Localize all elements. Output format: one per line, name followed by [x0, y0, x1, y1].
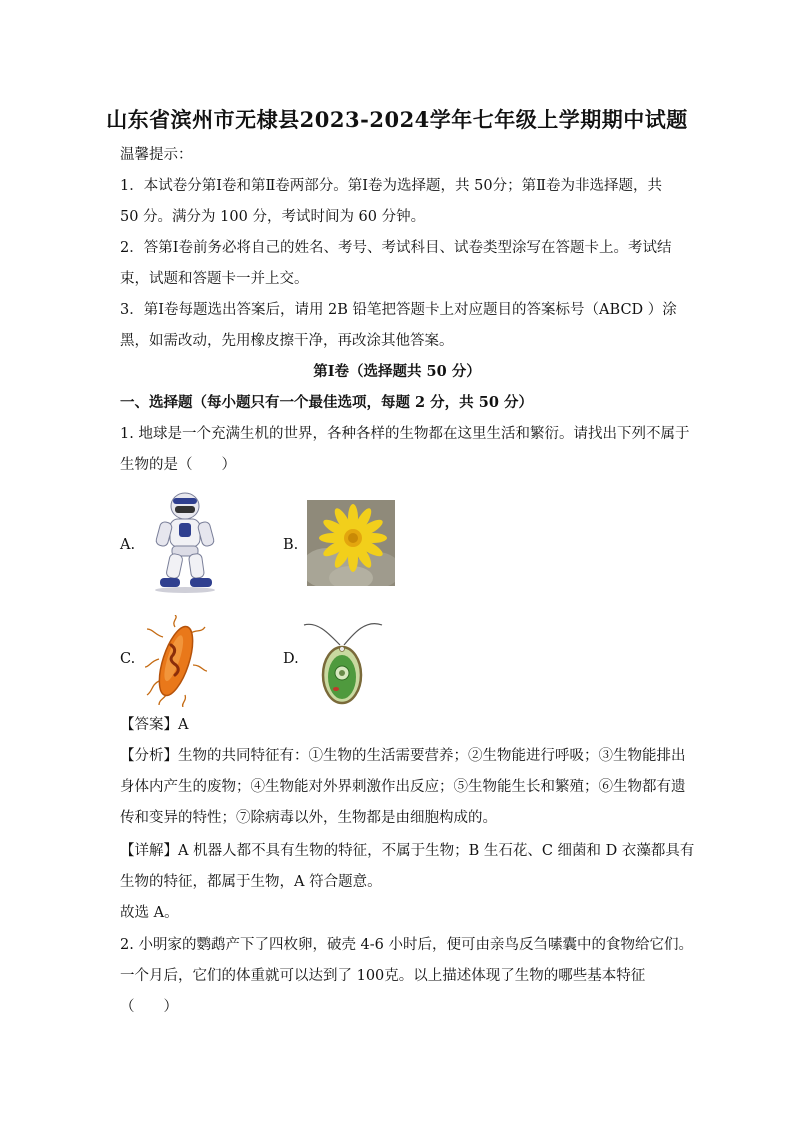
- analysis-line: 【分析】生物的共同特征有：①生物的生活需要营养；②生物能进行呼吸；③生物能排出: [120, 748, 686, 764]
- question-1-stem: 1. 地球是一个充满生机的世界，各种各样的生物都在这里生活和繁衍。请找出下列不属于: [120, 426, 690, 442]
- bacterium-image: [145, 615, 207, 707]
- tips-heading: 温馨提示：: [120, 147, 193, 163]
- answer-line: 【答案】A: [120, 717, 189, 733]
- lithops-flower-image: [307, 500, 395, 586]
- tip-line: 3．第Ⅰ卷每题选出答案后，请用 2B 铅笔把答题卡上对应题目的答案标号（ABCD ）涂: [120, 302, 677, 318]
- conclusion-line: 故选 A。: [120, 905, 179, 921]
- analysis-line: 身体内产生的废物；④生物能对外界刺激作出反应；⑤生物能生长和繁殖；⑥生物都有遗: [120, 779, 686, 795]
- option-b-label: B.: [283, 537, 299, 553]
- question-2-stem: 2. 小明家的鹦鹉产下了四枚卵，破壳 4-6 小时后，便可由亲鸟反刍嗉囊中的食物给它们。: [120, 937, 694, 953]
- section-title: 第Ⅰ卷（选择题共 50 分）: [313, 363, 481, 380]
- tip-line: 束，试题和答题卡一并上交。: [120, 271, 309, 287]
- question-2-stem: 一个月后，它们的体重就可以达到了 100克。以上描述体现了生物的哪些基本特征: [120, 968, 646, 984]
- question-1-stem: 生物的是（ ）: [120, 457, 236, 473]
- option-c-label: C.: [120, 651, 136, 667]
- tip-line: 50 分。满分为 100 分，考试时间为 60 分钟。: [120, 209, 426, 225]
- analysis-line: 传和变异的特性；⑦除病毒以外，生物都是由细胞构成的。: [120, 810, 497, 826]
- option-d-label: D.: [283, 651, 299, 667]
- chlamydomonas-image: [300, 615, 386, 707]
- tip-line: 1．本试卷分第Ⅰ卷和第Ⅱ卷两部分。第Ⅰ卷为选择题，共 50分；第Ⅱ卷为非选择题，共: [120, 178, 662, 194]
- option-a-label: A.: [120, 537, 136, 553]
- part-heading: 一、选择题（每小题只有一个最佳选项，每题 2 分，共 50 分）: [120, 394, 533, 411]
- robot-image: [150, 490, 220, 594]
- question-2-stem: （ ）: [120, 999, 178, 1015]
- detail-line: 生物的特征，都属于生物，A 符合题意。: [120, 874, 382, 890]
- detail-line: 【详解】A 机器人都不具有生物的特征，不属于生物；B 生石花、C 细菌和 D 衣藻都具有: [120, 843, 695, 859]
- tip-line: 黑，如需改动，先用橡皮擦干净，再改涂其他答案。: [120, 333, 454, 349]
- page-title: 山东省滨州市无棣县2023-2024学年七年级上学期期中试题: [106, 107, 688, 132]
- tip-line: 2．答第Ⅰ卷前务必将自己的姓名、考号、考试科目、试卷类型涂写在答题卡上。考试结: [120, 240, 672, 256]
